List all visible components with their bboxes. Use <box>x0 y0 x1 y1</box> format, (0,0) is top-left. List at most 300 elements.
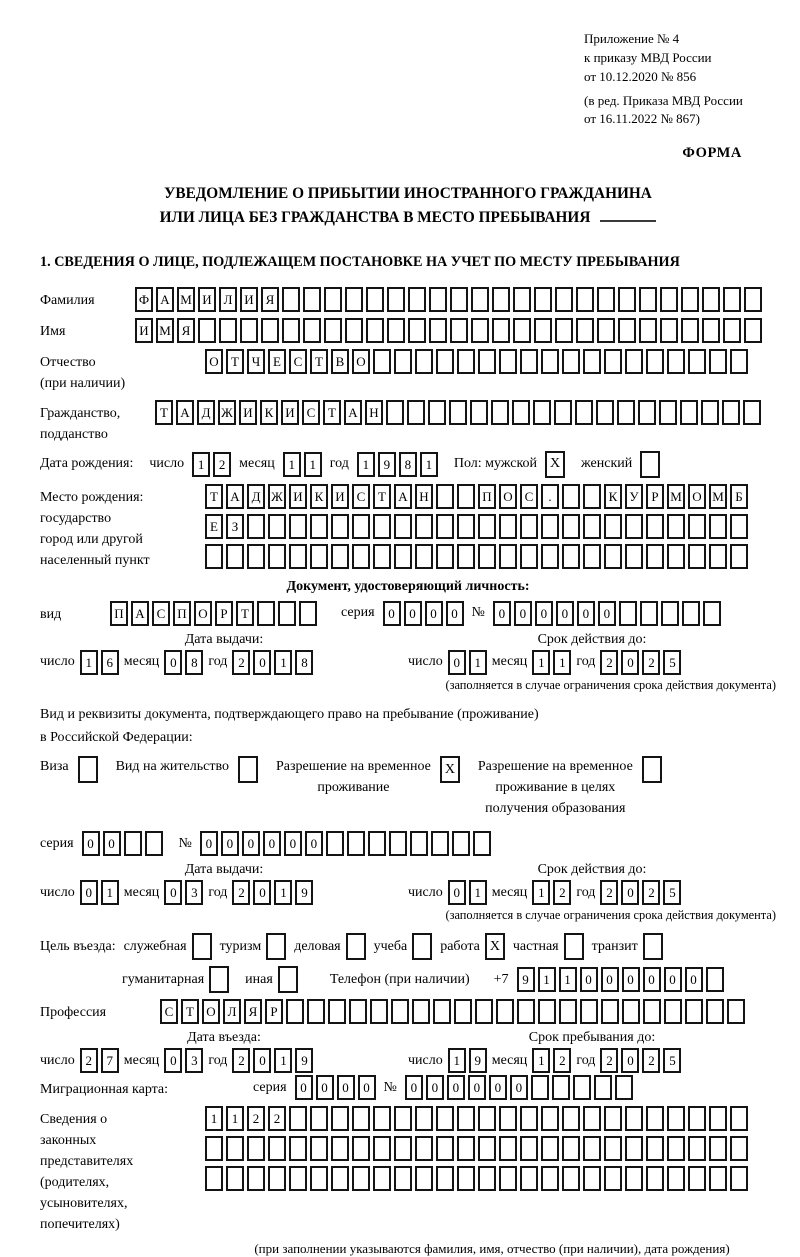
char-cell[interactable] <box>619 601 637 626</box>
char-cell[interactable] <box>491 400 509 425</box>
char-cell[interactable]: 0 <box>305 831 323 856</box>
char-cell[interactable] <box>268 1166 286 1191</box>
char-cell[interactable] <box>562 514 580 539</box>
char-cell[interactable]: 0 <box>164 1048 182 1073</box>
char-cell[interactable]: 3 <box>185 1048 203 1073</box>
char-cell[interactable] <box>366 318 384 343</box>
char-cell[interactable] <box>688 1166 706 1191</box>
char-cell[interactable] <box>457 1106 475 1131</box>
char-cell[interactable] <box>639 287 657 312</box>
char-cell[interactable] <box>373 1106 391 1131</box>
char-cell[interactable]: 0 <box>489 1075 507 1100</box>
char-cell[interactable] <box>730 349 748 374</box>
char-cell[interactable]: 1 <box>469 880 487 905</box>
char-cell[interactable] <box>622 999 640 1024</box>
char-cell[interactable] <box>499 1166 517 1191</box>
char-cell[interactable] <box>226 1136 244 1161</box>
char-cell[interactable] <box>499 514 517 539</box>
char-cell[interactable]: 2 <box>232 650 250 675</box>
char-cell[interactable] <box>703 601 721 626</box>
char-cell[interactable] <box>457 349 475 374</box>
char-cell[interactable]: Л <box>223 999 241 1024</box>
char-cell[interactable]: 2 <box>642 1048 660 1073</box>
char-cell[interactable] <box>625 1136 643 1161</box>
char-cell[interactable]: 1 <box>357 452 375 477</box>
char-cell[interactable] <box>682 601 700 626</box>
char-cell[interactable] <box>520 544 538 569</box>
char-cell[interactable]: С <box>302 400 320 425</box>
char-cell[interactable]: К <box>604 484 622 509</box>
temp-residence-edu-checkbox[interactable] <box>642 756 662 783</box>
char-cell[interactable]: 1 <box>532 650 550 675</box>
char-cell[interactable] <box>478 349 496 374</box>
char-cell[interactable] <box>702 287 720 312</box>
char-cell[interactable] <box>583 349 601 374</box>
char-cell[interactable] <box>730 1136 748 1161</box>
char-cell[interactable] <box>410 831 428 856</box>
char-cell[interactable] <box>331 514 349 539</box>
char-cell[interactable] <box>531 1075 549 1100</box>
char-cell[interactable]: 2 <box>247 1106 265 1131</box>
char-cell[interactable] <box>247 514 265 539</box>
char-cell[interactable]: Д <box>197 400 215 425</box>
char-cell[interactable] <box>373 1166 391 1191</box>
char-cell[interactable]: 1 <box>205 1106 223 1131</box>
char-cell[interactable]: П <box>478 484 496 509</box>
char-cell[interactable] <box>452 831 470 856</box>
char-cell[interactable]: 9 <box>295 880 313 905</box>
char-cell[interactable] <box>554 400 572 425</box>
char-cell[interactable] <box>394 1136 412 1161</box>
char-cell[interactable] <box>310 514 328 539</box>
char-cell[interactable] <box>625 544 643 569</box>
char-cell[interactable] <box>596 400 614 425</box>
char-cell[interactable] <box>580 999 598 1024</box>
char-cell[interactable] <box>328 999 346 1024</box>
char-cell[interactable] <box>407 400 425 425</box>
char-cell[interactable] <box>428 400 446 425</box>
char-cell[interactable]: О <box>352 349 370 374</box>
char-cell[interactable]: 3 <box>185 880 203 905</box>
char-cell[interactable] <box>345 318 363 343</box>
char-cell[interactable] <box>478 1106 496 1131</box>
char-cell[interactable] <box>345 287 363 312</box>
purpose-study-checkbox[interactable] <box>412 933 432 960</box>
char-cell[interactable] <box>247 1166 265 1191</box>
char-cell[interactable]: 0 <box>447 1075 465 1100</box>
char-cell[interactable]: 2 <box>553 1048 571 1073</box>
char-cell[interactable] <box>534 287 552 312</box>
char-cell[interactable]: Р <box>646 484 664 509</box>
purpose-transit-checkbox[interactable] <box>643 933 663 960</box>
purpose-private-checkbox[interactable] <box>564 933 584 960</box>
char-cell[interactable]: В <box>331 349 349 374</box>
purpose-other-checkbox[interactable] <box>278 966 298 993</box>
char-cell[interactable]: 1 <box>101 880 119 905</box>
char-cell[interactable] <box>583 1136 601 1161</box>
char-cell[interactable] <box>604 1136 622 1161</box>
char-cell[interactable] <box>310 1136 328 1161</box>
residence-permit-checkbox[interactable] <box>238 756 258 783</box>
char-cell[interactable] <box>282 287 300 312</box>
char-cell[interactable]: 0 <box>580 967 598 992</box>
char-cell[interactable] <box>512 400 530 425</box>
char-cell[interactable] <box>604 1166 622 1191</box>
char-cell[interactable] <box>688 349 706 374</box>
char-cell[interactable] <box>436 1136 454 1161</box>
char-cell[interactable] <box>709 1166 727 1191</box>
char-cell[interactable] <box>625 349 643 374</box>
char-cell[interactable] <box>541 349 559 374</box>
char-cell[interactable] <box>594 1075 612 1100</box>
char-cell[interactable]: Т <box>323 400 341 425</box>
char-cell[interactable]: 2 <box>232 1048 250 1073</box>
char-cell[interactable]: 0 <box>468 1075 486 1100</box>
char-cell[interactable]: Ч <box>247 349 265 374</box>
char-cell[interactable] <box>268 1136 286 1161</box>
char-cell[interactable] <box>604 349 622 374</box>
char-cell[interactable]: А <box>394 484 412 509</box>
char-cell[interactable] <box>324 287 342 312</box>
char-cell[interactable] <box>299 601 317 626</box>
char-cell[interactable]: Т <box>226 349 244 374</box>
char-cell[interactable] <box>520 349 538 374</box>
char-cell[interactable] <box>541 514 559 539</box>
char-cell[interactable]: Р <box>265 999 283 1024</box>
char-cell[interactable] <box>681 287 699 312</box>
visa-checkbox[interactable] <box>78 756 98 783</box>
char-cell[interactable] <box>247 544 265 569</box>
char-cell[interactable] <box>373 1136 391 1161</box>
char-cell[interactable] <box>289 1136 307 1161</box>
char-cell[interactable] <box>226 1166 244 1191</box>
char-cell[interactable] <box>583 1166 601 1191</box>
char-cell[interactable]: 1 <box>559 967 577 992</box>
purpose-work-checkbox[interactable]: X <box>485 933 505 960</box>
char-cell[interactable] <box>701 400 719 425</box>
char-cell[interactable] <box>709 1136 727 1161</box>
char-cell[interactable]: 0 <box>622 967 640 992</box>
char-cell[interactable] <box>667 1106 685 1131</box>
char-cell[interactable]: 0 <box>253 880 271 905</box>
char-cell[interactable] <box>555 318 573 343</box>
char-cell[interactable]: И <box>281 400 299 425</box>
char-cell[interactable] <box>331 1136 349 1161</box>
char-cell[interactable]: У <box>625 484 643 509</box>
char-cell[interactable] <box>415 544 433 569</box>
char-cell[interactable]: 1 <box>448 1048 466 1073</box>
char-cell[interactable]: 0 <box>103 831 121 856</box>
char-cell[interactable]: М <box>177 287 195 312</box>
char-cell[interactable]: 0 <box>598 601 616 626</box>
char-cell[interactable] <box>730 544 748 569</box>
char-cell[interactable]: 0 <box>621 880 639 905</box>
char-cell[interactable]: Л <box>219 287 237 312</box>
char-cell[interactable] <box>457 1166 475 1191</box>
char-cell[interactable] <box>415 1166 433 1191</box>
char-cell[interactable] <box>659 400 677 425</box>
char-cell[interactable] <box>681 318 699 343</box>
char-cell[interactable]: 0 <box>643 967 661 992</box>
char-cell[interactable]: 1 <box>274 650 292 675</box>
char-cell[interactable]: 5 <box>663 880 681 905</box>
char-cell[interactable] <box>685 999 703 1024</box>
char-cell[interactable]: 1 <box>192 452 210 477</box>
char-cell[interactable] <box>352 1106 370 1131</box>
char-cell[interactable]: О <box>194 601 212 626</box>
char-cell[interactable] <box>723 287 741 312</box>
char-cell[interactable] <box>373 349 391 374</box>
char-cell[interactable] <box>709 514 727 539</box>
char-cell[interactable] <box>541 1166 559 1191</box>
char-cell[interactable]: И <box>289 484 307 509</box>
char-cell[interactable] <box>289 544 307 569</box>
char-cell[interactable] <box>583 544 601 569</box>
char-cell[interactable] <box>257 601 275 626</box>
char-cell[interactable] <box>575 400 593 425</box>
char-cell[interactable] <box>303 318 321 343</box>
char-cell[interactable]: Б <box>730 484 748 509</box>
char-cell[interactable]: 2 <box>600 1048 618 1073</box>
char-cell[interactable] <box>680 400 698 425</box>
char-cell[interactable] <box>436 514 454 539</box>
char-cell[interactable] <box>352 1166 370 1191</box>
char-cell[interactable]: 9 <box>469 1048 487 1073</box>
char-cell[interactable]: 0 <box>337 1075 355 1100</box>
char-cell[interactable] <box>492 287 510 312</box>
purpose-humanitarian-checkbox[interactable] <box>209 966 229 993</box>
char-cell[interactable] <box>282 318 300 343</box>
char-cell[interactable] <box>352 544 370 569</box>
char-cell[interactable]: 0 <box>253 1048 271 1073</box>
char-cell[interactable]: 8 <box>295 650 313 675</box>
char-cell[interactable] <box>688 514 706 539</box>
char-cell[interactable] <box>688 1106 706 1131</box>
char-cell[interactable]: А <box>131 601 149 626</box>
char-cell[interactable] <box>667 349 685 374</box>
char-cell[interactable]: 0 <box>80 880 98 905</box>
char-cell[interactable] <box>366 287 384 312</box>
char-cell[interactable]: 2 <box>232 880 250 905</box>
char-cell[interactable] <box>573 1075 591 1100</box>
char-cell[interactable]: 0 <box>556 601 574 626</box>
char-cell[interactable] <box>559 999 577 1024</box>
char-cell[interactable]: 8 <box>185 650 203 675</box>
char-cell[interactable]: 1 <box>80 650 98 675</box>
char-cell[interactable]: 0 <box>577 601 595 626</box>
char-cell[interactable]: 1 <box>532 1048 550 1073</box>
char-cell[interactable]: М <box>709 484 727 509</box>
char-cell[interactable] <box>688 544 706 569</box>
char-cell[interactable]: И <box>135 318 153 343</box>
char-cell[interactable]: 0 <box>358 1075 376 1100</box>
char-cell[interactable] <box>240 318 258 343</box>
char-cell[interactable]: 2 <box>642 880 660 905</box>
char-cell[interactable]: 0 <box>164 880 182 905</box>
char-cell[interactable] <box>646 1106 664 1131</box>
char-cell[interactable] <box>562 349 580 374</box>
char-cell[interactable] <box>496 999 514 1024</box>
char-cell[interactable]: Н <box>365 400 383 425</box>
char-cell[interactable] <box>205 1136 223 1161</box>
char-cell[interactable] <box>597 318 615 343</box>
char-cell[interactable] <box>415 349 433 374</box>
char-cell[interactable] <box>730 514 748 539</box>
char-cell[interactable] <box>431 831 449 856</box>
char-cell[interactable] <box>324 318 342 343</box>
char-cell[interactable] <box>450 318 468 343</box>
char-cell[interactable] <box>352 514 370 539</box>
char-cell[interactable]: 6 <box>101 650 119 675</box>
char-cell[interactable]: Я <box>244 999 262 1024</box>
char-cell[interactable] <box>289 514 307 539</box>
char-cell[interactable] <box>205 544 223 569</box>
char-cell[interactable]: 2 <box>642 650 660 675</box>
char-cell[interactable] <box>268 544 286 569</box>
char-cell[interactable]: Ж <box>218 400 236 425</box>
char-cell[interactable] <box>499 349 517 374</box>
char-cell[interactable] <box>562 1106 580 1131</box>
char-cell[interactable] <box>368 831 386 856</box>
char-cell[interactable] <box>457 484 475 509</box>
char-cell[interactable]: И <box>198 287 216 312</box>
char-cell[interactable] <box>394 544 412 569</box>
char-cell[interactable]: 0 <box>621 650 639 675</box>
char-cell[interactable]: 0 <box>263 831 281 856</box>
char-cell[interactable] <box>261 318 279 343</box>
char-cell[interactable] <box>471 318 489 343</box>
char-cell[interactable]: С <box>152 601 170 626</box>
char-cell[interactable]: А <box>344 400 362 425</box>
char-cell[interactable]: 1 <box>532 880 550 905</box>
char-cell[interactable]: 0 <box>446 601 464 626</box>
char-cell[interactable] <box>723 318 741 343</box>
char-cell[interactable] <box>667 514 685 539</box>
char-cell[interactable]: М <box>156 318 174 343</box>
char-cell[interactable]: 0 <box>383 601 401 626</box>
char-cell[interactable] <box>601 999 619 1024</box>
char-cell[interactable] <box>415 514 433 539</box>
purpose-business-checkbox[interactable] <box>346 933 366 960</box>
char-cell[interactable] <box>625 1106 643 1131</box>
char-cell[interactable] <box>646 544 664 569</box>
char-cell[interactable] <box>513 287 531 312</box>
char-cell[interactable] <box>394 1106 412 1131</box>
char-cell[interactable] <box>709 349 727 374</box>
char-cell[interactable]: 0 <box>404 601 422 626</box>
char-cell[interactable]: 1 <box>538 967 556 992</box>
char-cell[interactable]: 1 <box>283 452 301 477</box>
char-cell[interactable] <box>562 1166 580 1191</box>
char-cell[interactable]: П <box>110 601 128 626</box>
char-cell[interactable] <box>534 318 552 343</box>
char-cell[interactable] <box>436 1106 454 1131</box>
char-cell[interactable]: 0 <box>426 1075 444 1100</box>
char-cell[interactable]: С <box>160 999 178 1024</box>
char-cell[interactable] <box>386 400 404 425</box>
char-cell[interactable]: 0 <box>621 1048 639 1073</box>
char-cell[interactable] <box>394 514 412 539</box>
char-cell[interactable] <box>618 287 636 312</box>
char-cell[interactable] <box>145 831 163 856</box>
char-cell[interactable] <box>660 287 678 312</box>
char-cell[interactable]: 1 <box>274 880 292 905</box>
char-cell[interactable]: 0 <box>510 1075 528 1100</box>
char-cell[interactable] <box>604 514 622 539</box>
char-cell[interactable]: О <box>499 484 517 509</box>
char-cell[interactable]: 2 <box>268 1106 286 1131</box>
char-cell[interactable]: Я <box>261 287 279 312</box>
char-cell[interactable] <box>247 1136 265 1161</box>
char-cell[interactable] <box>436 544 454 569</box>
char-cell[interactable] <box>387 318 405 343</box>
char-cell[interactable]: 0 <box>221 831 239 856</box>
char-cell[interactable]: Т <box>373 484 391 509</box>
char-cell[interactable] <box>457 544 475 569</box>
char-cell[interactable] <box>389 831 407 856</box>
char-cell[interactable]: 0 <box>601 967 619 992</box>
char-cell[interactable]: Е <box>205 514 223 539</box>
char-cell[interactable] <box>604 1106 622 1131</box>
char-cell[interactable]: 0 <box>164 650 182 675</box>
char-cell[interactable] <box>415 1106 433 1131</box>
char-cell[interactable] <box>727 999 745 1024</box>
char-cell[interactable]: Я <box>177 318 195 343</box>
char-cell[interactable] <box>688 1136 706 1161</box>
char-cell[interactable] <box>625 514 643 539</box>
char-cell[interactable] <box>520 1166 538 1191</box>
char-cell[interactable]: И <box>331 484 349 509</box>
char-cell[interactable] <box>387 287 405 312</box>
char-cell[interactable]: Т <box>155 400 173 425</box>
char-cell[interactable] <box>562 1136 580 1161</box>
char-cell[interactable]: О <box>202 999 220 1024</box>
char-cell[interactable] <box>470 400 488 425</box>
char-cell[interactable] <box>538 999 556 1024</box>
char-cell[interactable] <box>625 1166 643 1191</box>
char-cell[interactable] <box>331 1106 349 1131</box>
char-cell[interactable] <box>661 601 679 626</box>
char-cell[interactable]: 2 <box>213 452 231 477</box>
char-cell[interactable] <box>533 400 551 425</box>
char-cell[interactable] <box>541 1136 559 1161</box>
char-cell[interactable] <box>492 318 510 343</box>
char-cell[interactable]: Т <box>205 484 223 509</box>
char-cell[interactable] <box>457 1136 475 1161</box>
char-cell[interactable] <box>667 1166 685 1191</box>
char-cell[interactable]: 9 <box>517 967 535 992</box>
char-cell[interactable] <box>373 544 391 569</box>
char-cell[interactable] <box>310 1106 328 1131</box>
char-cell[interactable] <box>639 318 657 343</box>
char-cell[interactable] <box>286 999 304 1024</box>
char-cell[interactable] <box>552 1075 570 1100</box>
char-cell[interactable] <box>499 1136 517 1161</box>
char-cell[interactable] <box>541 1106 559 1131</box>
char-cell[interactable] <box>436 484 454 509</box>
char-cell[interactable] <box>576 318 594 343</box>
char-cell[interactable] <box>513 318 531 343</box>
char-cell[interactable] <box>730 1106 748 1131</box>
char-cell[interactable] <box>347 831 365 856</box>
char-cell[interactable] <box>730 1166 748 1191</box>
char-cell[interactable]: И <box>239 400 257 425</box>
char-cell[interactable]: Т <box>181 999 199 1024</box>
char-cell[interactable] <box>667 544 685 569</box>
char-cell[interactable] <box>562 544 580 569</box>
char-cell[interactable]: З <box>226 514 244 539</box>
char-cell[interactable] <box>124 831 142 856</box>
